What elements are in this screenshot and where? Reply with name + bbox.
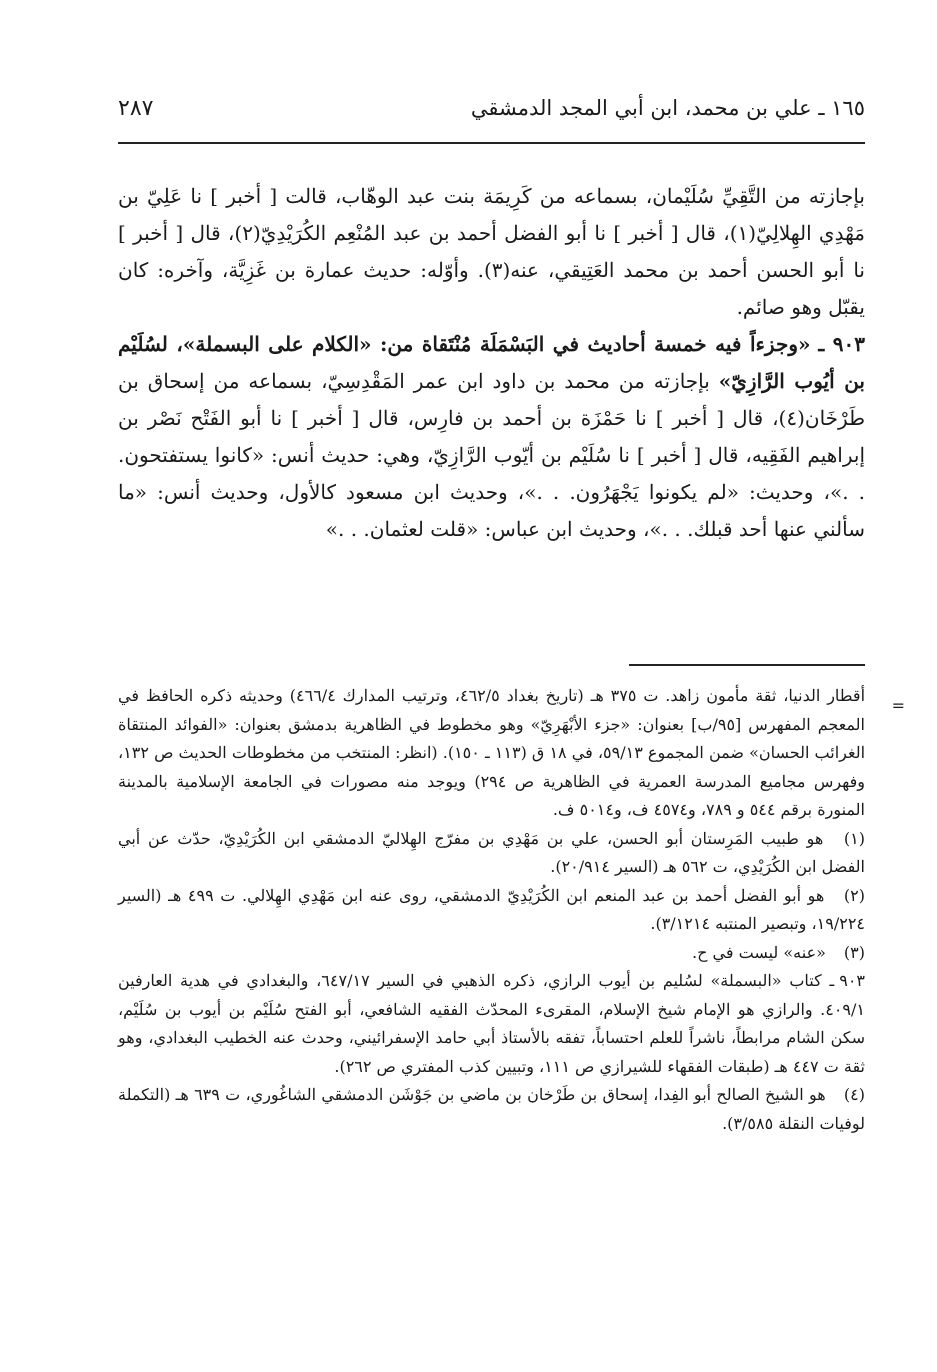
paragraph-1: بإجازته من التَّقِيِّ سُلَيْمان، بسماعه من كَرِيمَة بنت عبد الوهّاب، قالت [ أخبر ] نا عَلِيّ بن مَهْدِي الهِلالِيّ(١)، قال [ أخبر ] نا أبو الفضل أحمد بن عبد المُنْعِم الكُرَيْدِيّ(٢)، قال [ أخبر ] نا أبو الحسن أحمد بن محمد العَتِيقي، عنه(٣). وأوّله: حديث عمارة بن غَزِيَّة، وآخره: كان يقبّل وهو صائم.: [118, 184, 866, 319]
footnote-number: (٤): [843, 1085, 865, 1104]
footnote-number: (٢): [843, 885, 865, 905]
footnote-number: (٣): [843, 942, 865, 962]
footnote-continuation-text: أقطار الدنيا، ثقة مأمون زاهد. ت ٣٧٥ هـ (تاريخ بغداد ٤٦٢/٥، وترتيب المدارك ٤٦٦/٤) وحديثه ذكره الحافظ في المعجم المفهرس [٩٥/ب] بعنوان: «جزء الأبْهَرِيّ» وهو مخطوط في الظاهرية بدمشق بعنوان: «الفوائد المنتقاة الغرائب الحسان» ضمن المجموع ٥٩/١٣، في ١٨ ق (١١٣ ـ ١٥٠). (انظر: المنتخب من مخطوطات الحديث ص ١٣٢، وفهرس مجاميع المدرسة العمرية في الظاهرية ص ٢٩٤) ويوجد منه مصورات في الجامعة الإسلامية بالمدينة المنورة برقم ٥٤٤ و ٧٨٩، و٤٥٧٤ ف، و٥٠١٤ ف.: [118, 686, 866, 819]
footnote-4: [118, 1081, 865, 1138]
header-title: ١٦٥ ـ علي بن محمد، ابن أبي المجد الدمشقي: [470, 96, 865, 120]
page-number: ٢٨٧: [118, 96, 154, 121]
footnotes: [118, 682, 905, 1138]
footnote-text: هو الشيخ الصالح أبو الفِدا، إسحاق بن طَرْخان بن ماضي بن جَوْشَن الدمشقي الشاغُوري، ت ٦٣٩ هـ (التكملة لوفيات النقلة ٣/٥٨٥).: [118, 1085, 865, 1133]
footnote-continuation: [118, 682, 905, 825]
header-rule: [118, 142, 865, 144]
footnote-text: «عنه» ليست في ح.: [692, 942, 826, 962]
continuation-mark: =: [891, 696, 905, 715]
paragraph-2-body: بإجازته من محمد بن داود ابن عمر المَقْدِسِيّ، بسماعه من إسحاق بن طَرْخَان(٤)، قال [ أخبر ] نا حَمْزَة بن أحمد بن فارِس، قال [ أخبر ] نا أبو الفَتْح نَصْر بن إبراهيم الفَقِيه، قال [ أخبر ] نا سُلَيْم بن أيّوب الرَّازِيّ، وهي: حديث أنس: «كانوا يستفتحون. . .»، وحديث: «لم يكونوا يَجْهَرُون. . .»، وحديث ابن مسعود كالأول، وحديث أنس: «ما سألني عنها أحد قبلك. . .»، وحديث ابن عباس: «قلت لعثمان. . .»: [118, 369, 865, 541]
footnote-3: [118, 939, 865, 968]
footnote-divider: [629, 664, 865, 666]
footnote-903: [118, 967, 865, 1081]
footnote-1: [118, 825, 865, 882]
footnote-2: [118, 882, 865, 939]
footnote-text: كتاب «البسملة» لسُليم بن أيوب الرازي، ذكره الذهبي في السير ٦٤٧/١٧، والبغدادي في هدية العارفين ٤٠٩/١. والرازي هو الإمام شيخ الإسلام، المقرىء المحدّث الفقيه الشافعي، أبو الفتح سُلَيْم بن أيوب بن سُلَيْم، سكن الشام مرابطاً، ناشراً للعلم احتساباً، تفقه بالأستاذ أبي حامد الإسفرائيني، وحدث عنه الخطيب البغدادي، وهو ثقة ت ٤٤٧ هـ (طبقات الفقهاء للشيرازي ص ١١١، وتبيين كذب المفتري ص ٢٦٢).: [118, 971, 865, 1076]
entry-title: «وجزءاً فيه خمسة أحاديث في البَسْمَلَة مُنْتَقاة من: «الكلام على البسملة»، لسُلَيْم بن أيُوب الرَّازِيّ»: [118, 332, 866, 393]
footnote-number: (١): [843, 828, 866, 848]
footnote-number: ٩٠٣ ـ: [829, 971, 865, 990]
running-header: [118, 90, 865, 130]
main-text: [118, 178, 865, 548]
entry-number: ٩٠٣ ـ: [818, 332, 866, 356]
footnote-text: هو طبيب المَرِستان أبو الحسن، علي بن مَهْدِي بن مفرّج الهِلاليّ الدمشقي ابن الكُرَيْدِيّ، حدّث عن أبي الفضل ابن الكُرَيْدِي، ت ٥٦٢ هـ (السير ٢٠/٩١٤).: [118, 828, 865, 876]
paragraph-2: [118, 326, 865, 548]
footnote-text: هو أبو الفضل أحمد بن عبد المنعم ابن الكُرَيْدِيّ الدمشقي، روى عنه ابن مَهْدِي الهِلالي. ت ٤٩٩ هـ (السير ١٩/٢٢٤، وتبصير المنتبه ٣/١٢١٤).: [118, 885, 865, 933]
